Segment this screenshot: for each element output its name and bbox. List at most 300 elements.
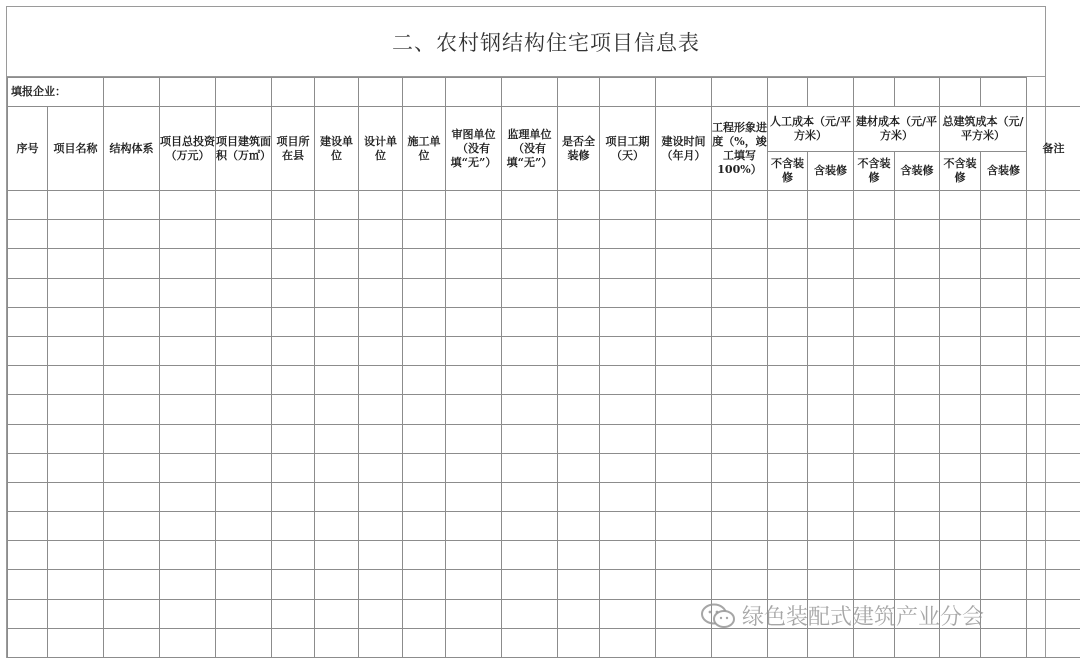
table-cell[interactable]	[768, 395, 808, 424]
table-cell[interactable]	[160, 220, 216, 249]
table-cell[interactable]	[104, 541, 160, 570]
table-cell[interactable]	[502, 191, 558, 220]
table-cell[interactable]	[216, 249, 272, 278]
table-cell[interactable]	[272, 278, 315, 307]
table-cell[interactable]	[656, 512, 712, 541]
table-cell[interactable]	[940, 541, 981, 570]
table-cell[interactable]	[712, 249, 768, 278]
table-cell[interactable]	[1027, 307, 1080, 336]
table-cell[interactable]	[854, 191, 895, 220]
cell[interactable]	[981, 78, 1027, 107]
table-cell[interactable]	[895, 512, 940, 541]
table-cell[interactable]	[656, 220, 712, 249]
table-cell[interactable]	[446, 512, 502, 541]
table-cell[interactable]	[600, 336, 656, 365]
table-cell[interactable]	[854, 628, 895, 657]
table-cell[interactable]	[1027, 599, 1080, 628]
table-cell[interactable]	[272, 570, 315, 599]
table-cell[interactable]	[216, 220, 272, 249]
table-cell[interactable]	[446, 220, 502, 249]
table-cell[interactable]	[48, 541, 104, 570]
table-cell[interactable]	[600, 453, 656, 482]
table-cell[interactable]	[359, 249, 403, 278]
table-cell[interactable]	[712, 366, 768, 395]
table-cell[interactable]	[216, 628, 272, 657]
table-cell[interactable]	[600, 424, 656, 453]
table-cell[interactable]	[981, 541, 1027, 570]
table-cell[interactable]	[160, 307, 216, 336]
table-cell[interactable]	[315, 570, 359, 599]
table-cell[interactable]	[712, 395, 768, 424]
table-cell[interactable]	[403, 220, 446, 249]
table-cell[interactable]	[48, 512, 104, 541]
table-cell[interactable]	[48, 599, 104, 628]
table-cell[interactable]	[8, 424, 48, 453]
table-cell[interactable]	[981, 512, 1027, 541]
table-cell[interactable]	[359, 220, 403, 249]
cell[interactable]	[808, 78, 854, 107]
table-cell[interactable]	[1027, 278, 1080, 307]
cell[interactable]	[446, 78, 502, 107]
table-cell[interactable]	[160, 249, 216, 278]
table-cell[interactable]	[272, 541, 315, 570]
table-cell[interactable]	[359, 336, 403, 365]
table-cell[interactable]	[359, 541, 403, 570]
table-cell[interactable]	[315, 336, 359, 365]
table-cell[interactable]	[315, 453, 359, 482]
table-cell[interactable]	[502, 512, 558, 541]
table-cell[interactable]	[403, 366, 446, 395]
table-cell[interactable]	[1027, 336, 1080, 365]
table-cell[interactable]	[502, 307, 558, 336]
table-cell[interactable]	[895, 570, 940, 599]
table-cell[interactable]	[854, 453, 895, 482]
table-cell[interactable]	[502, 628, 558, 657]
table-cell[interactable]	[8, 366, 48, 395]
table-cell[interactable]	[502, 278, 558, 307]
table-cell[interactable]	[600, 278, 656, 307]
table-cell[interactable]	[502, 482, 558, 511]
table-cell[interactable]	[359, 482, 403, 511]
table-cell[interactable]	[48, 453, 104, 482]
table-cell[interactable]	[272, 336, 315, 365]
table-cell[interactable]	[940, 191, 981, 220]
table-cell[interactable]	[359, 307, 403, 336]
table-cell[interactable]	[315, 395, 359, 424]
table-cell[interactable]	[768, 220, 808, 249]
table-cell[interactable]	[854, 336, 895, 365]
table-cell[interactable]	[446, 541, 502, 570]
table-cell[interactable]	[940, 249, 981, 278]
table-cell[interactable]	[8, 541, 48, 570]
table-cell[interactable]	[600, 512, 656, 541]
table-cell[interactable]	[272, 191, 315, 220]
table-cell[interactable]	[8, 395, 48, 424]
table-cell[interactable]	[768, 570, 808, 599]
table-cell[interactable]	[315, 307, 359, 336]
table-cell[interactable]	[768, 307, 808, 336]
table-cell[interactable]	[48, 424, 104, 453]
table-cell[interactable]	[981, 307, 1027, 336]
table-cell[interactable]	[895, 307, 940, 336]
table-cell[interactable]	[656, 628, 712, 657]
table-cell[interactable]	[712, 191, 768, 220]
table-cell[interactable]	[8, 278, 48, 307]
table-cell[interactable]	[446, 307, 502, 336]
table-cell[interactable]	[48, 307, 104, 336]
table-cell[interactable]	[160, 191, 216, 220]
table-cell[interactable]	[854, 570, 895, 599]
table-cell[interactable]	[502, 453, 558, 482]
table-cell[interactable]	[712, 541, 768, 570]
cell[interactable]	[854, 78, 895, 107]
table-cell[interactable]	[981, 482, 1027, 511]
table-cell[interactable]	[558, 512, 600, 541]
table-cell[interactable]	[854, 482, 895, 511]
table-cell[interactable]	[359, 453, 403, 482]
table-cell[interactable]	[808, 220, 854, 249]
table-cell[interactable]	[712, 453, 768, 482]
table-cell[interactable]	[656, 482, 712, 511]
table-cell[interactable]	[656, 278, 712, 307]
table-cell[interactable]	[502, 424, 558, 453]
cell[interactable]	[216, 78, 272, 107]
table-cell[interactable]	[600, 570, 656, 599]
table-cell[interactable]	[359, 366, 403, 395]
table-cell[interactable]	[160, 278, 216, 307]
table-cell[interactable]	[104, 220, 160, 249]
table-cell[interactable]	[359, 570, 403, 599]
table-cell[interactable]	[808, 512, 854, 541]
cell[interactable]	[272, 78, 315, 107]
table-cell[interactable]	[808, 307, 854, 336]
table-cell[interactable]	[8, 453, 48, 482]
table-cell[interactable]	[558, 482, 600, 511]
table-cell[interactable]	[940, 336, 981, 365]
table-cell[interactable]	[502, 541, 558, 570]
table-cell[interactable]	[8, 336, 48, 365]
table-cell[interactable]	[600, 628, 656, 657]
table-cell[interactable]	[502, 336, 558, 365]
table-cell[interactable]	[160, 541, 216, 570]
table-cell[interactable]	[48, 336, 104, 365]
table-cell[interactable]	[272, 424, 315, 453]
table-cell[interactable]	[104, 628, 160, 657]
table-cell[interactable]	[1027, 570, 1080, 599]
table-cell[interactable]	[981, 249, 1027, 278]
table-cell[interactable]	[558, 599, 600, 628]
table-cell[interactable]	[403, 628, 446, 657]
table-cell[interactable]	[403, 278, 446, 307]
table-cell[interactable]	[1027, 395, 1080, 424]
table-cell[interactable]	[1027, 249, 1080, 278]
table-cell[interactable]	[359, 628, 403, 657]
table-cell[interactable]	[981, 191, 1027, 220]
table-cell[interactable]	[558, 453, 600, 482]
table-cell[interactable]	[940, 482, 981, 511]
table-cell[interactable]	[315, 424, 359, 453]
cell[interactable]	[315, 78, 359, 107]
table-cell[interactable]	[656, 336, 712, 365]
table-cell[interactable]	[808, 628, 854, 657]
table-cell[interactable]	[940, 570, 981, 599]
table-cell[interactable]	[558, 395, 600, 424]
table-cell[interactable]	[981, 278, 1027, 307]
table-cell[interactable]	[216, 570, 272, 599]
table-cell[interactable]	[502, 366, 558, 395]
table-cell[interactable]	[160, 453, 216, 482]
table-cell[interactable]	[403, 482, 446, 511]
table-cell[interactable]	[160, 512, 216, 541]
table-cell[interactable]	[446, 366, 502, 395]
table-cell[interactable]	[600, 395, 656, 424]
table-cell[interactable]	[216, 191, 272, 220]
table-cell[interactable]	[216, 307, 272, 336]
table-cell[interactable]	[558, 366, 600, 395]
table-cell[interactable]	[940, 278, 981, 307]
table-cell[interactable]	[808, 366, 854, 395]
table-cell[interactable]	[315, 249, 359, 278]
table-cell[interactable]	[600, 541, 656, 570]
table-cell[interactable]	[403, 191, 446, 220]
table-cell[interactable]	[656, 191, 712, 220]
table-cell[interactable]	[315, 628, 359, 657]
table-cell[interactable]	[940, 628, 981, 657]
table-cell[interactable]	[48, 249, 104, 278]
table-cell[interactable]	[895, 278, 940, 307]
table-cell[interactable]	[315, 366, 359, 395]
table-cell[interactable]	[558, 307, 600, 336]
table-cell[interactable]	[558, 278, 600, 307]
table-cell[interactable]	[712, 278, 768, 307]
table-cell[interactable]	[216, 424, 272, 453]
table-cell[interactable]	[808, 249, 854, 278]
table-cell[interactable]	[104, 599, 160, 628]
table-cell[interactable]	[808, 570, 854, 599]
table-cell[interactable]	[895, 220, 940, 249]
table-cell[interactable]	[272, 395, 315, 424]
table-cell[interactable]	[502, 395, 558, 424]
table-cell[interactable]	[216, 599, 272, 628]
table-cell[interactable]	[160, 395, 216, 424]
table-cell[interactable]	[315, 541, 359, 570]
cell[interactable]	[403, 78, 446, 107]
table-cell[interactable]	[895, 336, 940, 365]
table-cell[interactable]	[272, 512, 315, 541]
table-cell[interactable]	[104, 395, 160, 424]
table-cell[interactable]	[895, 191, 940, 220]
table-cell[interactable]	[8, 599, 48, 628]
table-cell[interactable]	[895, 424, 940, 453]
table-cell[interactable]	[104, 482, 160, 511]
table-cell[interactable]	[8, 191, 48, 220]
table-cell[interactable]	[895, 249, 940, 278]
table-cell[interactable]	[768, 628, 808, 657]
table-cell[interactable]	[940, 307, 981, 336]
table-cell[interactable]	[446, 395, 502, 424]
table-cell[interactable]	[854, 307, 895, 336]
table-cell[interactable]	[600, 599, 656, 628]
table-cell[interactable]	[940, 512, 981, 541]
table-cell[interactable]	[600, 191, 656, 220]
table-cell[interactable]	[359, 512, 403, 541]
table-cell[interactable]	[48, 395, 104, 424]
table-cell[interactable]	[216, 482, 272, 511]
table-cell[interactable]	[768, 512, 808, 541]
table-cell[interactable]	[1027, 424, 1080, 453]
table-cell[interactable]	[558, 220, 600, 249]
table-cell[interactable]	[940, 424, 981, 453]
table-cell[interactable]	[940, 220, 981, 249]
table-cell[interactable]	[981, 599, 1027, 628]
table-cell[interactable]	[104, 278, 160, 307]
table-cell[interactable]	[216, 336, 272, 365]
table-cell[interactable]	[808, 336, 854, 365]
cell[interactable]	[712, 78, 768, 107]
table-cell[interactable]	[1027, 541, 1080, 570]
table-cell[interactable]	[160, 424, 216, 453]
cell[interactable]	[940, 78, 981, 107]
table-cell[interactable]	[446, 599, 502, 628]
table-cell[interactable]	[359, 395, 403, 424]
table-cell[interactable]	[359, 278, 403, 307]
table-cell[interactable]	[656, 453, 712, 482]
table-cell[interactable]	[160, 628, 216, 657]
table-cell[interactable]	[656, 249, 712, 278]
table-cell[interactable]	[403, 395, 446, 424]
table-cell[interactable]	[1027, 628, 1080, 657]
cell[interactable]	[656, 78, 712, 107]
table-cell[interactable]	[712, 628, 768, 657]
table-cell[interactable]	[940, 366, 981, 395]
table-cell[interactable]	[854, 541, 895, 570]
table-cell[interactable]	[216, 512, 272, 541]
table-cell[interactable]	[558, 570, 600, 599]
table-cell[interactable]	[104, 191, 160, 220]
table-cell[interactable]	[216, 278, 272, 307]
table-cell[interactable]	[981, 366, 1027, 395]
table-cell[interactable]	[768, 191, 808, 220]
table-cell[interactable]	[160, 336, 216, 365]
table-cell[interactable]	[854, 366, 895, 395]
table-cell[interactable]	[656, 307, 712, 336]
table-cell[interactable]	[502, 249, 558, 278]
table-cell[interactable]	[854, 512, 895, 541]
table-cell[interactable]	[1027, 512, 1080, 541]
table-cell[interactable]	[272, 366, 315, 395]
table-cell[interactable]	[808, 482, 854, 511]
table-cell[interactable]	[600, 482, 656, 511]
table-cell[interactable]	[854, 220, 895, 249]
table-cell[interactable]	[768, 278, 808, 307]
table-cell[interactable]	[104, 512, 160, 541]
table-cell[interactable]	[656, 541, 712, 570]
table-cell[interactable]	[981, 424, 1027, 453]
table-cell[interactable]	[1027, 366, 1080, 395]
table-cell[interactable]	[160, 366, 216, 395]
cell[interactable]	[768, 78, 808, 107]
table-cell[interactable]	[895, 366, 940, 395]
table-cell[interactable]	[895, 628, 940, 657]
table-cell[interactable]	[808, 424, 854, 453]
table-cell[interactable]	[403, 336, 446, 365]
table-cell[interactable]	[48, 628, 104, 657]
table-cell[interactable]	[808, 395, 854, 424]
table-cell[interactable]	[359, 191, 403, 220]
table-cell[interactable]	[656, 395, 712, 424]
table-cell[interactable]	[768, 453, 808, 482]
table-cell[interactable]	[315, 512, 359, 541]
table-cell[interactable]	[8, 628, 48, 657]
table-cell[interactable]	[315, 220, 359, 249]
table-cell[interactable]	[403, 424, 446, 453]
table-cell[interactable]	[8, 220, 48, 249]
table-cell[interactable]	[895, 482, 940, 511]
table-cell[interactable]	[558, 628, 600, 657]
table-cell[interactable]	[160, 599, 216, 628]
table-cell[interactable]	[216, 541, 272, 570]
table-cell[interactable]	[981, 220, 1027, 249]
table-cell[interactable]	[104, 249, 160, 278]
table-cell[interactable]	[104, 336, 160, 365]
table-cell[interactable]	[981, 628, 1027, 657]
table-cell[interactable]	[272, 453, 315, 482]
table-cell[interactable]	[48, 482, 104, 511]
table-cell[interactable]	[558, 336, 600, 365]
table-cell[interactable]	[656, 424, 712, 453]
table-cell[interactable]	[768, 424, 808, 453]
table-cell[interactable]	[216, 395, 272, 424]
table-cell[interactable]	[446, 570, 502, 599]
table-cell[interactable]	[8, 307, 48, 336]
table-cell[interactable]	[8, 482, 48, 511]
table-cell[interactable]	[808, 541, 854, 570]
table-cell[interactable]	[272, 628, 315, 657]
table-cell[interactable]	[656, 570, 712, 599]
table-cell[interactable]	[768, 541, 808, 570]
table-cell[interactable]	[981, 395, 1027, 424]
table-cell[interactable]	[600, 307, 656, 336]
table-cell[interactable]	[1027, 453, 1080, 482]
table-cell[interactable]	[600, 249, 656, 278]
table-cell[interactable]	[768, 366, 808, 395]
table-cell[interactable]	[558, 249, 600, 278]
table-cell[interactable]	[712, 336, 768, 365]
table-cell[interactable]	[403, 307, 446, 336]
table-cell[interactable]	[446, 453, 502, 482]
table-cell[interactable]	[315, 482, 359, 511]
table-cell[interactable]	[8, 512, 48, 541]
table-cell[interactable]	[808, 453, 854, 482]
table-cell[interactable]	[48, 278, 104, 307]
table-cell[interactable]	[315, 278, 359, 307]
table-cell[interactable]	[502, 570, 558, 599]
table-cell[interactable]	[768, 249, 808, 278]
table-cell[interactable]	[558, 191, 600, 220]
table-cell[interactable]	[1027, 191, 1080, 220]
cell[interactable]	[600, 78, 656, 107]
table-cell[interactable]	[359, 424, 403, 453]
table-cell[interactable]	[600, 366, 656, 395]
table-cell[interactable]	[895, 541, 940, 570]
table-cell[interactable]	[712, 424, 768, 453]
table-cell[interactable]	[940, 395, 981, 424]
table-cell[interactable]	[558, 424, 600, 453]
table-cell[interactable]	[8, 570, 48, 599]
table-cell[interactable]	[104, 570, 160, 599]
table-cell[interactable]	[160, 570, 216, 599]
table-cell[interactable]	[160, 482, 216, 511]
